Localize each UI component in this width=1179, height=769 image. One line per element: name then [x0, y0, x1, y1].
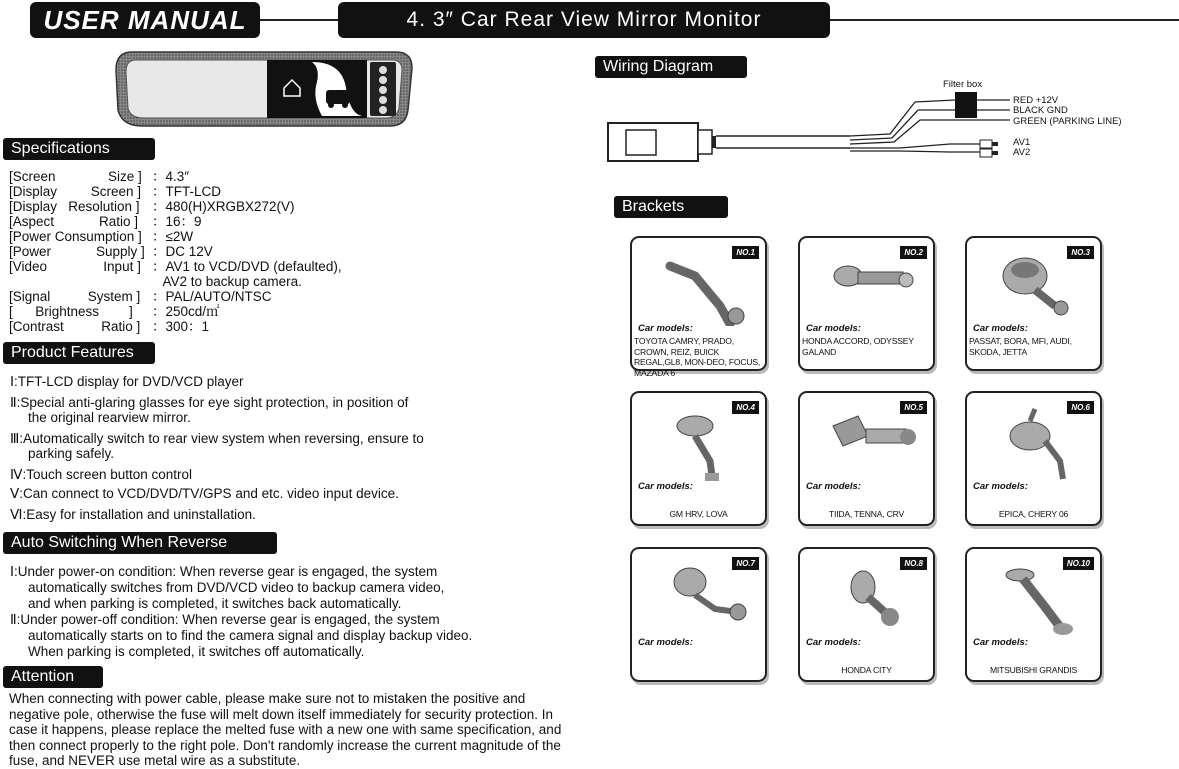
spec-row [9, 229, 193, 244]
feature-item-cont: parking safely. [28, 446, 115, 461]
feature-item: Ⅴ:Can connect to VCD/DVD/TV/GPS and etc. video input device. [10, 486, 399, 501]
car-models-label: Car models: [973, 637, 1028, 648]
spec-value: AV2 to backup camera. [152, 274, 302, 289]
spec-row [9, 319, 209, 334]
feature-item: Ⅰ:TFT-LCD display for DVD/VCD player [10, 374, 244, 389]
feature-item: Ⅳ:Touch screen button control [10, 467, 193, 482]
av1-label: AV1 [1013, 137, 1031, 148]
feature-item: Ⅱ:Special anti-glaring glasses for eye sight protection, in position of [10, 395, 409, 410]
bracket-number-tag: NO.7 [732, 557, 759, 570]
feature-item-cont: the original rearview mirror. [28, 410, 191, 425]
spec-label: [Screen Size ] [9, 169, 142, 184]
wiring-diagram-heading: Wiring Diagram [595, 56, 747, 78]
mirror-monitor-illustration [112, 48, 416, 130]
car-models-list: HONDA CITY [841, 665, 892, 675]
switching-item-cont: automatically starts on to find the camera signal and display backup video. [28, 628, 473, 643]
car-models-label: Car models: [806, 323, 861, 334]
bracket-number-tag: NO.4 [732, 401, 759, 414]
car-models-label: Car models: [638, 481, 693, 492]
car-models-label: Car models: [638, 637, 693, 648]
spec-value: ：300：1 [152, 319, 210, 334]
switching-item-cont: and when parking is completed, it switches back automatically. [28, 596, 402, 611]
spec-row [9, 259, 342, 274]
spec-row [9, 184, 221, 199]
spec-value: ：4.3″ [152, 169, 190, 184]
switching-item-cont: When parking is completed, it switches off automatically. [28, 644, 365, 659]
spec-label: [Aspect Ratio ] [9, 214, 139, 229]
bracket-number-tag: NO.1 [732, 246, 759, 259]
spec-value: ：480(H)XRGBX272(V) [152, 199, 295, 214]
manual-logo: USER MANUAL [30, 2, 260, 38]
bracket-card [798, 391, 935, 526]
attention-heading: Attention [3, 666, 103, 688]
spec-value: ：AV1 to VCD/DVD (defaulted), [152, 259, 342, 274]
spec-row [9, 244, 213, 259]
spec-row [9, 199, 295, 214]
header-rule-right [830, 19, 1179, 21]
switching-item: Ⅰ:Under power-on condition: When reverse gear is engaged, the system [10, 564, 438, 579]
car-models-label: Car models: [806, 637, 861, 648]
bracket-card [798, 236, 935, 371]
bracket-number-tag: NO.8 [900, 557, 927, 570]
bracket-card [630, 391, 767, 526]
brackets-heading: Brackets [614, 196, 728, 218]
spec-label: [Signal System ] [9, 289, 141, 304]
bracket-card [798, 547, 935, 682]
spec-value: ：250cd/㎡ [152, 304, 220, 319]
filter-box-label: Filter box [943, 79, 983, 90]
spec-value: ：DC 12V [152, 244, 213, 259]
car-models-label: Car models: [638, 323, 693, 334]
car-models-label: Car models: [973, 323, 1028, 334]
switching-item-cont: automatically switches from DVD/VCD video to backup camera video, [28, 580, 445, 595]
bracket-number-tag: NO.6 [1067, 401, 1094, 414]
bracket-card [965, 236, 1102, 371]
wire-black-label: BLACK GND [1013, 105, 1068, 116]
car-models-list: TIIDA, TENNA, CRV [828, 509, 905, 519]
wire-green-label: GREEN (PARKING LINE) [1013, 116, 1122, 127]
spec-row [9, 169, 189, 184]
header-rule-left [260, 19, 338, 21]
car-models-list: EPICA, CHERY 06 [998, 509, 1069, 519]
wire-red-label: RED +12V [1013, 95, 1059, 106]
spec-value: ：≤2W [152, 229, 194, 244]
auto-switching-heading: Auto Switching When Reverse [3, 532, 277, 554]
wiring-diagram [600, 78, 1020, 178]
spec-row [9, 274, 302, 289]
spec-row [9, 214, 202, 229]
spec-label: [ Brightness ] [9, 304, 133, 319]
spec-label: [Display Screen ] [9, 184, 142, 199]
feature-item: Ⅵ:Easy for installation and uninstallation. [10, 507, 256, 522]
bracket-number-tag: NO.10 [1063, 557, 1094, 570]
car-models-list: PASSAT, BORA, MFI, AUDI, SKODA, JETTA [969, 336, 1072, 357]
specifications-heading: Specifications [3, 138, 155, 160]
car-models-list: MITSUBISHI GRANDIS [989, 665, 1078, 675]
bracket-number-tag: NO.3 [1067, 246, 1094, 259]
spec-value: ：16：9 [152, 214, 202, 229]
av2-label: AV2 [1013, 147, 1031, 158]
car-models-list: HONDA ACCORD, ODYSSEY GALAND [802, 336, 914, 357]
car-models-list: TOYOTA CAMRY, PRADO, CROWN, REIZ, BUICK REGAL,GL8, MON-DEO, FOCUS, MAZADA 6 [634, 336, 761, 378]
product-features-heading: Product Features [3, 342, 155, 364]
bracket-card [630, 547, 767, 682]
spec-label: [Video Input ] [9, 259, 141, 274]
spec-label: [Power Supply ] [9, 244, 145, 259]
bracket-card [630, 236, 767, 378]
car-models-label: Car models: [806, 481, 861, 492]
switching-item: Ⅱ:Under power-off condition: When reverse gear is engaged, the system [10, 612, 440, 627]
attention-text: When connecting with power cable, please make sure not to mistaken the positive and negative pole, otherwise the fuse will melt down itself immediately for security protection. In case it happens, please replace the melted fuse with a new one with same specification, and then connect properly to the right pole. Don't randomly increase the current magnitude of the fuse, and NEVER use metal wire as a substitute. [9, 691, 562, 768]
bracket-card [965, 547, 1102, 682]
page-title: 4. 3″ Car Rear View Mirror Monitor [338, 2, 830, 38]
spec-label: [Power Consumption ] [9, 229, 142, 244]
spec-value: ：PAL/AUTO/NTSC [152, 289, 272, 304]
bracket-number-tag: NO.2 [900, 246, 927, 259]
feature-item: Ⅲ:Automatically switch to rear view system when reversing, ensure to [10, 431, 424, 446]
spec-row [9, 304, 220, 319]
spec-label: [Contrast Ratio ] [9, 319, 141, 334]
bracket-card [965, 391, 1102, 526]
spec-label: [Display Resolution ] [9, 199, 140, 214]
spec-row [9, 289, 272, 304]
spec-value: ：TFT-LCD [152, 184, 221, 199]
car-models-list: GM HRV, LOVA [669, 509, 728, 519]
bracket-number-tag: NO.5 [900, 401, 927, 414]
car-models-label: Car models: [973, 481, 1028, 492]
